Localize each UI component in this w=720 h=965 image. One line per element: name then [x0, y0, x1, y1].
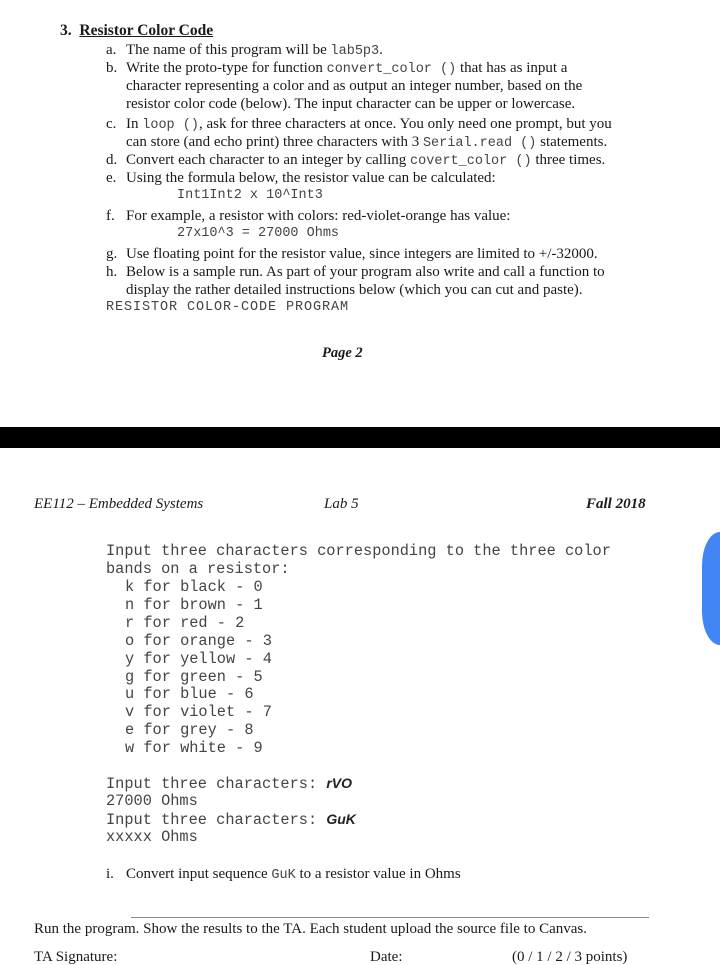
page-separator	[0, 427, 720, 448]
text: Write the proto-type for function	[126, 60, 327, 76]
item-i	[106, 865, 461, 885]
date-label: Date:	[370, 949, 403, 965]
text: can store (and echo print) three characters with 3	[126, 134, 423, 150]
color-code-item: r for red - 2	[125, 613, 245, 632]
text: In	[126, 116, 143, 132]
item-b	[106, 59, 567, 79]
text: The name of this program will be	[126, 42, 331, 58]
item-label: f.	[106, 208, 115, 224]
text: Convert each character to an integer by calling	[126, 152, 411, 168]
item-label: d.	[106, 152, 118, 168]
text: Use floating point for the resistor value, since integers are limited to +/-32000.	[126, 246, 598, 262]
section-number: 3.	[60, 22, 72, 39]
ta-signature-label: TA Signature:	[34, 949, 118, 965]
color-code-item: k for black - 0	[125, 578, 263, 596]
item-g	[106, 245, 598, 263]
color-code-item: n for brown - 1	[125, 595, 263, 614]
item-h	[106, 263, 605, 281]
code: GuK	[271, 868, 296, 883]
intro-line: bands on a resistor:	[106, 560, 290, 578]
code: Serial.read ()	[422, 136, 537, 151]
text: Using the formula below, the resistor value can be calculated:	[126, 170, 496, 186]
item-label: c.	[106, 116, 117, 132]
color-code-item: y for yellow - 4	[125, 649, 272, 668]
item-label: g.	[106, 246, 118, 262]
item-a	[106, 41, 383, 61]
answer-line	[131, 917, 649, 918]
header-course: EE112 – Embedded Systems	[34, 496, 204, 512]
scroll-handle[interactable]	[702, 532, 720, 645]
example-calculation: 27x10^3 = 27000 Ohms	[177, 226, 340, 241]
run-result-2: xxxxx Ohms	[106, 828, 198, 846]
text: that has as input a	[456, 60, 568, 76]
run-result-1: 27000 Ohms	[106, 792, 198, 810]
color-code-item: u for blue - 6	[125, 685, 254, 704]
color-code-item: w for white - 9	[125, 739, 263, 758]
item-e	[106, 169, 496, 187]
code: lab5p3	[330, 44, 380, 59]
item-label: h.	[106, 264, 118, 280]
code: convert_color ()	[326, 62, 457, 77]
item-label: b.	[106, 60, 118, 76]
program-title: RESISTOR COLOR-CODE PROGRAM	[106, 300, 350, 315]
item-d	[106, 151, 605, 171]
header-term: Fall 2018	[586, 496, 646, 512]
text: three times.	[531, 152, 606, 168]
color-code-item: e for grey - 8	[125, 721, 254, 740]
prompt: Input three characters:	[106, 811, 327, 829]
item-b-line3: resistor color code (below). The input character can be upper or lowercase.	[126, 96, 576, 112]
intro-line: Input three characters corresponding to the three color	[106, 542, 611, 560]
run-prompt-2	[106, 810, 356, 829]
item-c-line2	[126, 133, 607, 153]
code: loop ()	[142, 118, 199, 133]
code: covert_color ()	[410, 154, 532, 169]
color-code-item: o for orange - 3	[125, 631, 272, 650]
points-label: (0 / 1 / 2 / 3 points)	[512, 949, 628, 965]
item-f	[106, 207, 510, 225]
prompt: Input three characters:	[106, 775, 327, 793]
text: to a resistor value in Ohms	[295, 866, 461, 882]
color-code-item: v for violet - 7	[125, 703, 272, 722]
text: statements.	[536, 134, 608, 150]
item-c	[106, 115, 612, 135]
formula: Int1Int2 x 10^Int3	[177, 188, 323, 203]
text: Convert input sequence	[126, 866, 272, 882]
text: .	[379, 42, 383, 58]
section-title: Resistor Color Code	[79, 22, 214, 39]
user-input: GuK	[326, 811, 356, 827]
item-label: a.	[106, 42, 117, 58]
item-label: i.	[106, 866, 114, 882]
footer-instruction: Run the program. Show the results to the TA. Each student upload the source file to Canvas.	[34, 921, 587, 937]
item-h-line2: display the rather detailed instructions below (which you can cut and paste).	[126, 282, 583, 298]
run-prompt-1	[106, 774, 352, 793]
text: , ask for three characters at once. You only need one prompt, but you	[198, 116, 612, 132]
item-label: e.	[106, 170, 117, 186]
item-b-line2: character representing a color and as output an integer number, based on the	[126, 78, 583, 94]
text: Below is a sample run. As part of your program also write and call a function to	[126, 264, 605, 280]
header-lab: Lab 5	[324, 496, 359, 512]
section-heading	[60, 22, 213, 40]
user-input: rVO	[326, 775, 352, 791]
color-code-item: g for green - 5	[125, 667, 263, 686]
page-number: Page 2	[322, 345, 363, 361]
text: For example, a resistor with colors: red-violet-orange has value:	[126, 208, 511, 224]
